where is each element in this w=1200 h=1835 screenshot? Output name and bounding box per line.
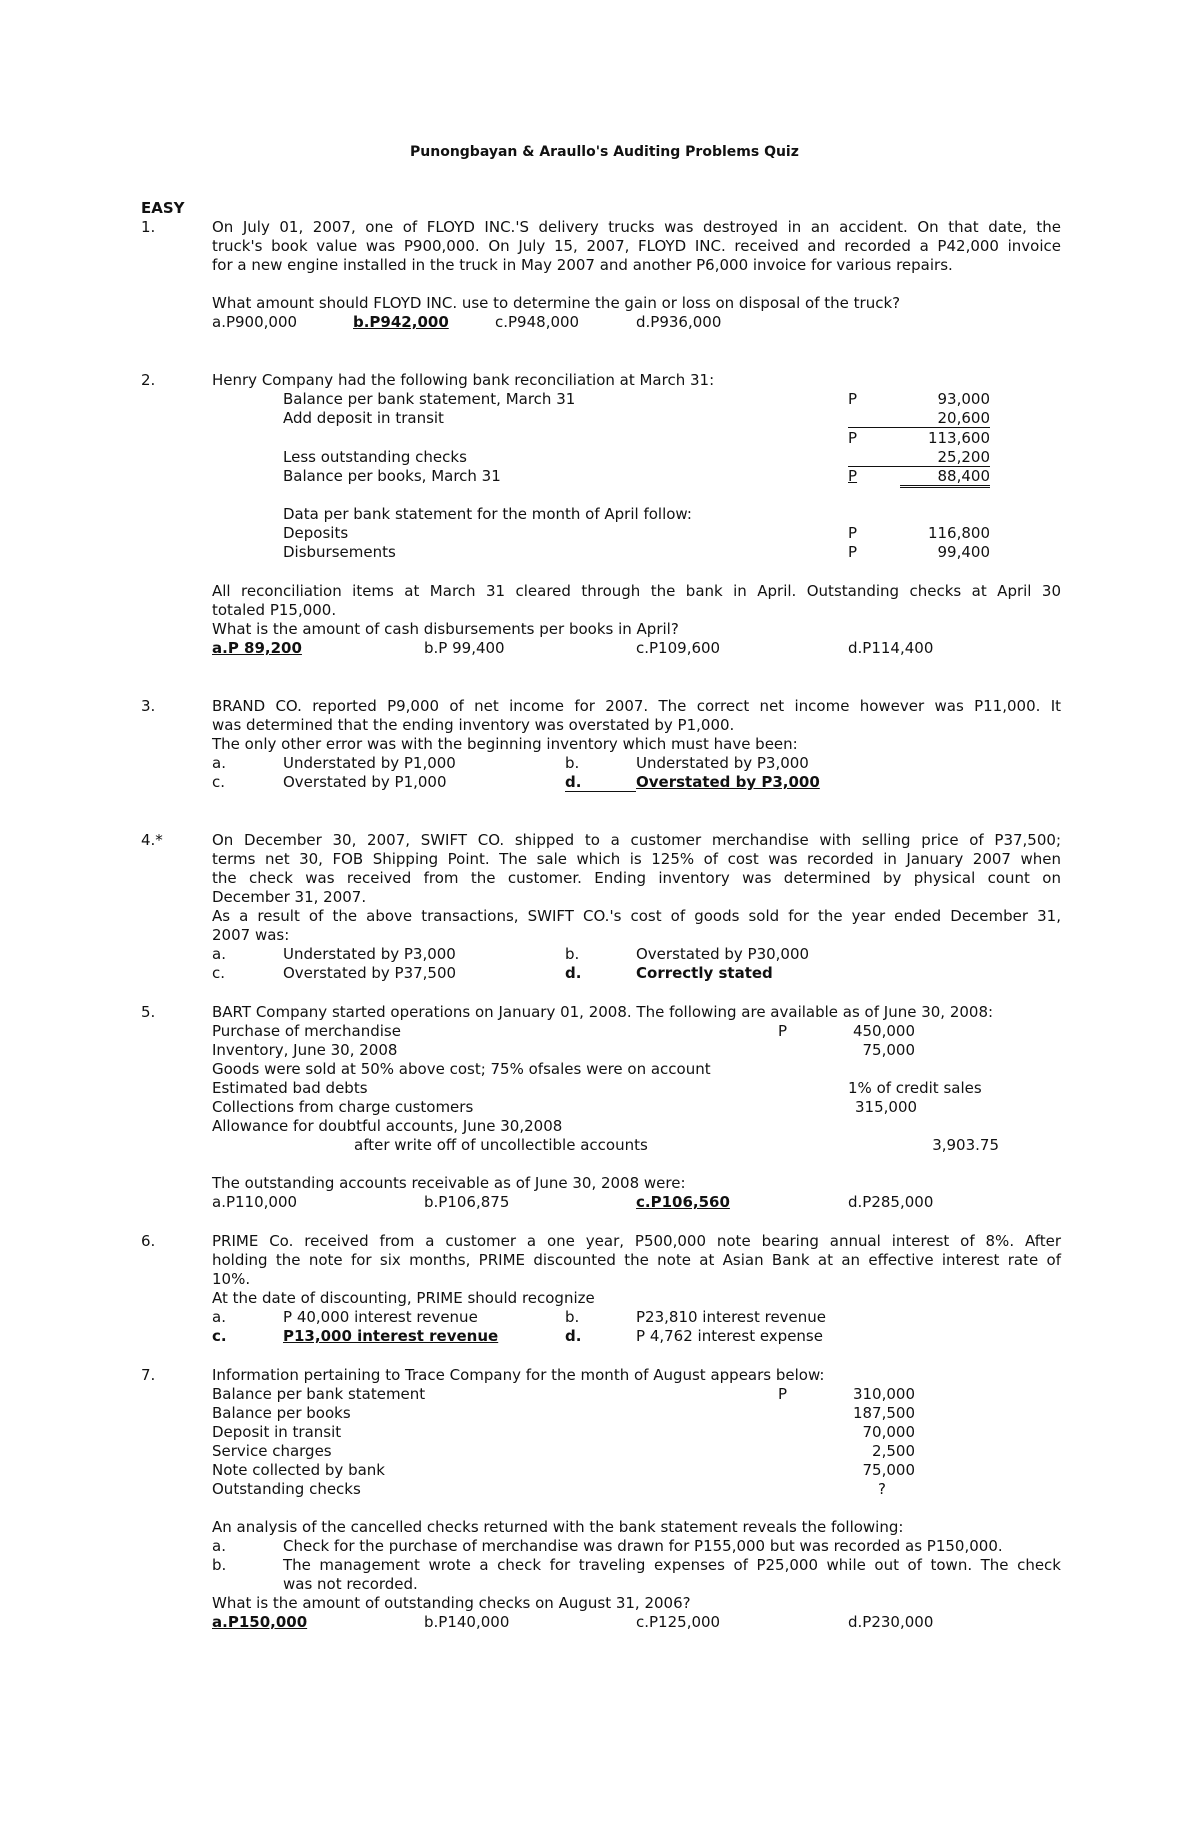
recon-amount: 25,200 bbox=[848, 448, 990, 467]
currency: P bbox=[848, 467, 858, 485]
question-text: Henry Company had the following bank reconciliation at March 31: bbox=[212, 371, 715, 389]
question-prompt: 2007 was: bbox=[212, 926, 290, 944]
question-text: for a new engine installed in the truck in May 2007 and another P6,000 invoice for various repairs. bbox=[212, 256, 953, 274]
choice-c-answer: P13,000 interest revenue bbox=[283, 1327, 499, 1345]
question-prompt: At the date of discounting, PRIME should recognize bbox=[212, 1289, 595, 1307]
currency: P bbox=[778, 1022, 788, 1040]
data-label: Allowance for doubtful accounts, June 30,2008 bbox=[212, 1117, 563, 1135]
choice-b: Understated by P3,000 bbox=[636, 754, 809, 772]
choice-a: P 40,000 interest revenue bbox=[283, 1308, 478, 1326]
page-title: Punongbayan & Araullo's Auditing Problems Quiz bbox=[410, 144, 799, 160]
question-number: 5. bbox=[141, 1003, 156, 1021]
choice-a: a.P110,000 bbox=[212, 1193, 298, 1211]
choice-letter-answer: c. bbox=[212, 1327, 227, 1345]
question-text: totaled P15,000. bbox=[212, 601, 337, 619]
choice-b: b.P 99,400 bbox=[424, 639, 505, 657]
choice-d-answer: Overstated by P3,000 bbox=[636, 773, 820, 791]
choice-c: c.P109,600 bbox=[636, 639, 721, 657]
data-label: Purchase of merchandise bbox=[212, 1022, 401, 1040]
choice-letter-answer: d. bbox=[565, 964, 582, 982]
data-amount: 99,400 bbox=[937, 543, 990, 561]
recon-amount: 113,600 bbox=[927, 429, 990, 447]
data-label: Estimated bad debts bbox=[212, 1079, 368, 1097]
choice-c: Overstated by P37,500 bbox=[283, 964, 457, 982]
data-amount: 75,000 bbox=[862, 1461, 915, 1479]
choice-d: P 4,762 interest expense bbox=[636, 1327, 823, 1345]
question-text: BART Company started operations on January 01, 2008. The following are available as of June 30, 2008: bbox=[212, 1003, 994, 1021]
choice-d: d.P285,000 bbox=[848, 1193, 934, 1211]
data-label: Balance per bank statement bbox=[212, 1385, 426, 1403]
question-text: An analysis of the cancelled checks returned with the bank statement reveals the following: bbox=[212, 1518, 904, 1536]
question-number: 4.* bbox=[141, 831, 163, 849]
choice-d: d.P114,400 bbox=[848, 639, 934, 657]
choice-a: Understated by P3,000 bbox=[283, 945, 456, 963]
question-number: 6. bbox=[141, 1232, 156, 1250]
question-text: truck's book value was P900,000. On July 15, 2007, FLOYD INC. received and recorded a P42,000 invoice bbox=[212, 237, 1061, 255]
recon-amount: 93,000 bbox=[937, 390, 990, 408]
currency: P bbox=[778, 1385, 788, 1403]
choice-letter: a. bbox=[212, 945, 226, 963]
currency: P bbox=[848, 390, 858, 408]
data-label: Outstanding checks bbox=[212, 1480, 361, 1498]
choice-a: Understated by P1,000 bbox=[283, 754, 456, 772]
choice-letter: b. bbox=[565, 1308, 580, 1326]
question-text: BRAND CO. reported P9,000 of net income for 2007. The correct net income however was P11,000. It bbox=[212, 697, 1061, 715]
question-text: December 31, 2007. bbox=[212, 888, 367, 906]
choice-letter: a. bbox=[212, 1537, 226, 1555]
recon-label: Balance per books, March 31 bbox=[283, 467, 501, 485]
recon-label: Less outstanding checks bbox=[283, 448, 467, 466]
analysis-item: was not recorded. bbox=[283, 1575, 418, 1593]
recon-label: Balance per bank statement, March 31 bbox=[283, 390, 576, 408]
data-label: Collections from charge customers bbox=[212, 1098, 474, 1116]
choice-letter: c. bbox=[212, 964, 226, 982]
question-text: Information pertaining to Trace Company for the month of August appears below: bbox=[212, 1366, 825, 1384]
data-amount: 315,000 bbox=[855, 1098, 918, 1116]
question-prompt: The only other error was with the beginning inventory which must have been: bbox=[212, 735, 798, 753]
recon-label: Add deposit in transit bbox=[283, 409, 444, 427]
choice-d: d.P936,000 bbox=[636, 313, 722, 331]
data-label: after write off of uncollectible accounts bbox=[354, 1136, 648, 1154]
choice-b: Overstated by P30,000 bbox=[636, 945, 810, 963]
question-text: On July 01, 2007, one of FLOYD INC.'S delivery trucks was destroyed in an accident. On that date, the bbox=[212, 218, 1061, 236]
choice-d: d.P230,000 bbox=[848, 1613, 934, 1631]
data-label: Goods were sold at 50% above cost; 75% ofsales were on account bbox=[212, 1060, 711, 1078]
data-amount: 2,500 bbox=[872, 1442, 915, 1460]
data-label: Deposits bbox=[283, 524, 349, 542]
choice-letter: a. bbox=[212, 754, 226, 772]
choice-b: b.P106,875 bbox=[424, 1193, 510, 1211]
data-amount: 3,903.75 bbox=[932, 1136, 999, 1154]
question-prompt: The outstanding accounts receivable as of June 30, 2008 were: bbox=[212, 1174, 686, 1192]
question-text: 10%. bbox=[212, 1270, 251, 1288]
choice-letter-answer: d. bbox=[565, 773, 636, 792]
section-heading: EASY bbox=[141, 199, 185, 217]
recon-amount: 20,600 bbox=[848, 409, 990, 428]
choice-a-answer: a.P 89,200 bbox=[212, 639, 302, 657]
data-amount: 116,800 bbox=[927, 524, 990, 542]
currency: P bbox=[848, 429, 858, 447]
data-amount: ? bbox=[878, 1480, 886, 1498]
data-label: Deposit in transit bbox=[212, 1423, 342, 1441]
choice-a: a.P900,000 bbox=[212, 313, 298, 331]
question-text: On December 30, 2007, SWIFT CO. shipped to a customer merchandise with selling price of P37,500; bbox=[212, 831, 1061, 849]
question-text: PRIME Co. received from a customer a one year, P500,000 note bearing annual interest of 8%. After bbox=[212, 1232, 1061, 1250]
data-amount: 187,500 bbox=[852, 1404, 915, 1422]
choice-letter: b. bbox=[212, 1556, 227, 1574]
choice-letter: d. bbox=[565, 1327, 582, 1345]
data-amount: 1% of credit sales bbox=[848, 1079, 982, 1097]
question-text: Data per bank statement for the month of April follow: bbox=[283, 505, 692, 523]
question-number: 7. bbox=[141, 1366, 156, 1384]
choice-letter: b. bbox=[565, 945, 580, 963]
data-label: Balance per books bbox=[212, 1404, 351, 1422]
choice-c: c.P125,000 bbox=[636, 1613, 721, 1631]
data-amount: 70,000 bbox=[862, 1423, 915, 1441]
data-amount: 75,000 bbox=[862, 1041, 915, 1059]
data-label: Note collected by bank bbox=[212, 1461, 385, 1479]
question-prompt: What amount should FLOYD INC. use to determine the gain or loss on disposal of the truck? bbox=[212, 294, 901, 312]
question-text: As a result of the above transactions, SWIFT CO.'s cost of goods sold for the year ended December 31, bbox=[212, 907, 1061, 925]
currency: P bbox=[848, 543, 858, 561]
question-text: was determined that the ending inventory was overstated by P1,000. bbox=[212, 716, 735, 734]
choice-letter: a. bbox=[212, 1308, 226, 1326]
choice-b: P23,810 interest revenue bbox=[636, 1308, 827, 1326]
question-text: the check was received from the customer. Ending inventory was determined by physical count on bbox=[212, 869, 1061, 887]
choice-b: b.P140,000 bbox=[424, 1613, 510, 1631]
data-amount: 310,000 bbox=[852, 1385, 915, 1403]
choice-c: Overstated by P1,000 bbox=[283, 773, 447, 791]
choice-b-answer: b.P942,000 bbox=[353, 313, 449, 331]
choice-c: c.P948,000 bbox=[495, 313, 580, 331]
choice-letter: c. bbox=[212, 773, 226, 791]
analysis-item: The management wrote a check for traveling expenses of P25,000 while out of town. The check bbox=[283, 1556, 1061, 1574]
question-number: 1. bbox=[141, 218, 156, 236]
question-number: 3. bbox=[141, 697, 156, 715]
question-number: 2. bbox=[141, 371, 156, 389]
choice-c-answer: c.P106,560 bbox=[636, 1193, 730, 1211]
data-amount: 450,000 bbox=[852, 1022, 915, 1040]
question-prompt: What is the amount of outstanding checks on August 31, 2006? bbox=[212, 1594, 691, 1612]
data-label: Disbursements bbox=[283, 543, 396, 561]
analysis-item: Check for the purchase of merchandise was drawn for P155,000 but was recorded as P150,000. bbox=[283, 1537, 1003, 1555]
question-prompt: What is the amount of cash disbursements per books in April? bbox=[212, 620, 679, 638]
choice-d-answer: Correctly stated bbox=[636, 964, 773, 982]
choice-a-answer: a.P150,000 bbox=[212, 1613, 308, 1631]
data-label: Service charges bbox=[212, 1442, 332, 1460]
question-text: All reconciliation items at March 31 cleared through the bank in April. Outstanding checks at April 30 bbox=[212, 582, 1061, 600]
question-text: terms net 30, FOB Shipping Point. The sale which is 125% of cost was recorded in January 2007 when bbox=[212, 850, 1061, 868]
currency: P bbox=[848, 524, 858, 542]
data-label: Inventory, June 30, 2008 bbox=[212, 1041, 398, 1059]
question-text: holding the note for six months, PRIME discounted the note at Asian Bank at an effective interest rate of bbox=[212, 1251, 1061, 1269]
recon-amount: 88,400 bbox=[900, 467, 990, 488]
choice-letter: b. bbox=[565, 754, 580, 772]
